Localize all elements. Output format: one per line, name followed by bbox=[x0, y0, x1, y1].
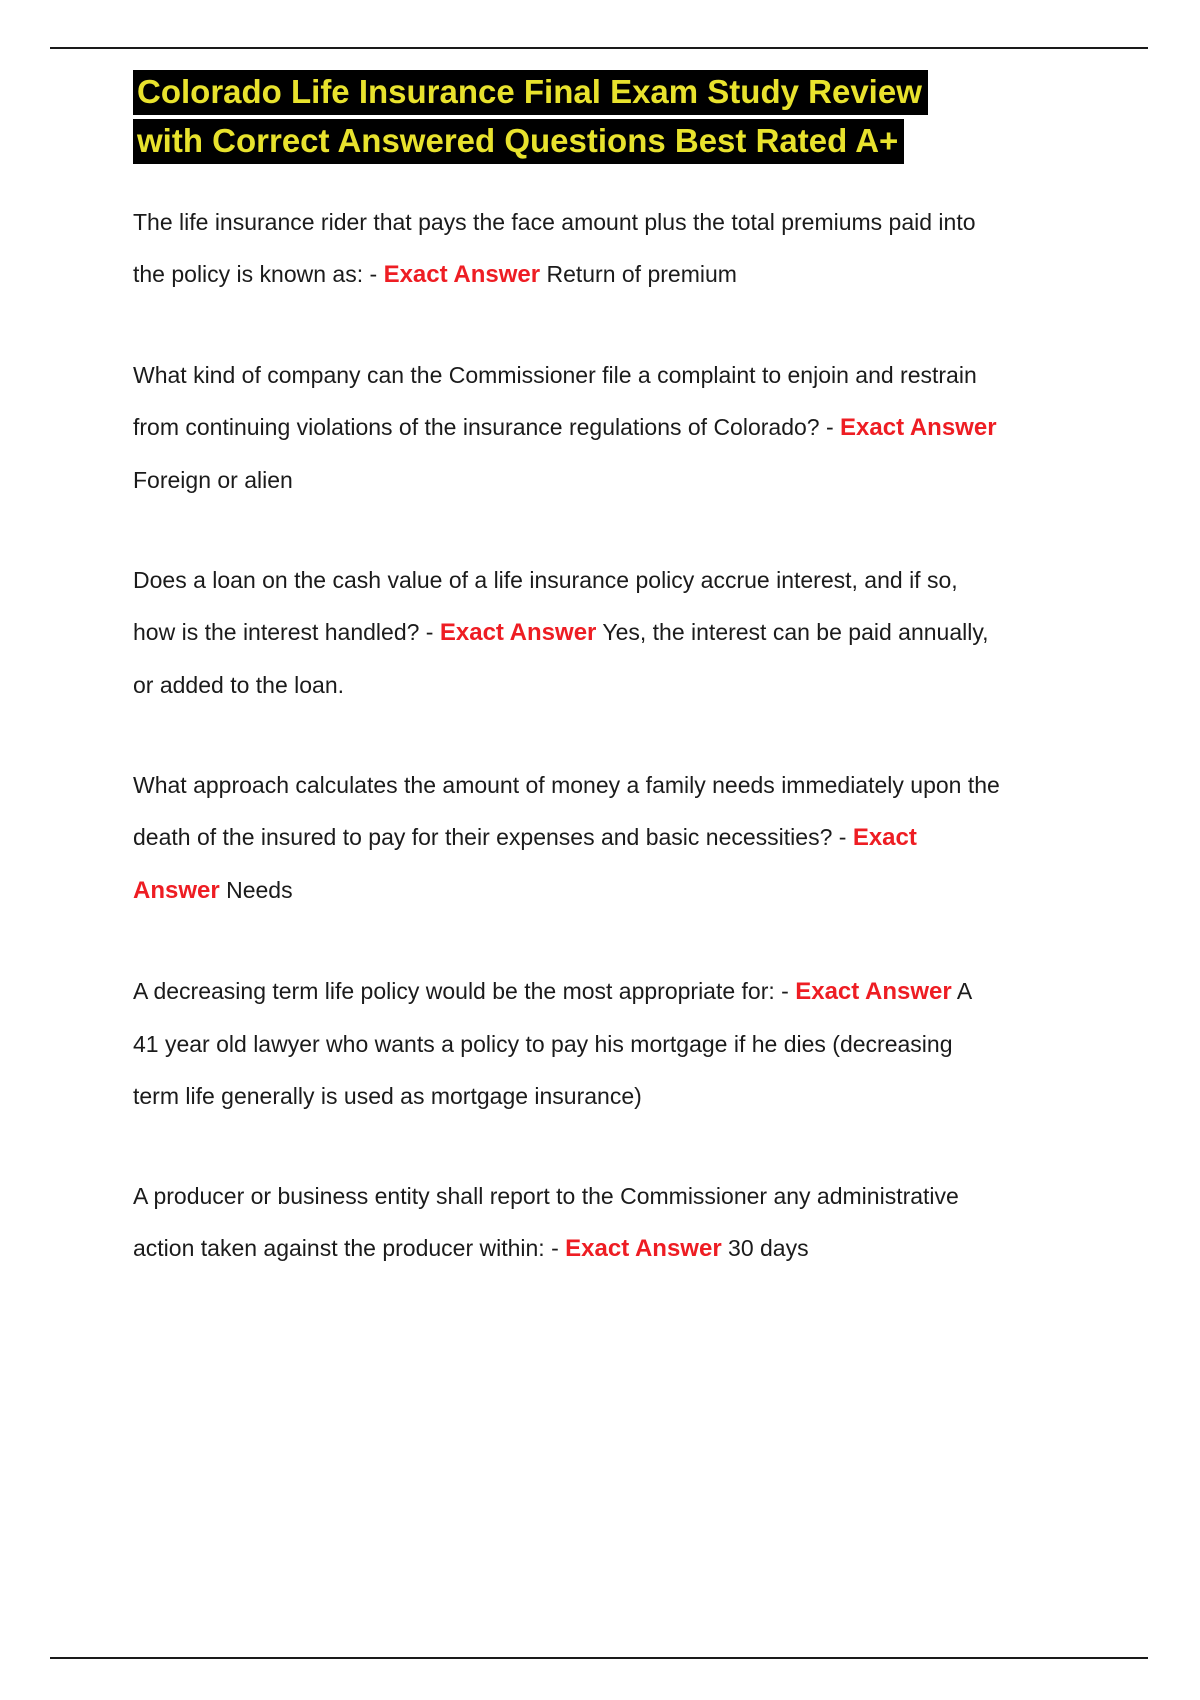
document-title bbox=[133, 68, 978, 166]
top-rule bbox=[50, 47, 1148, 49]
bottom-rule bbox=[50, 1657, 1148, 1659]
question-text: A producer or business entity shall report to the Commissioner any administrative action taken against the producer within: - bbox=[133, 1182, 959, 1261]
answer-text: Needs bbox=[226, 876, 293, 903]
answer-text: Foreign or alien bbox=[133, 466, 293, 493]
question-text: What approach calculates the amount of money a family needs immediately upon the death of the insured to pay for their expenses and basic necessities? - bbox=[133, 771, 1000, 850]
answer-text: Yes, the interest can be paid annually, or added to the loan. bbox=[133, 618, 989, 698]
qa-list bbox=[133, 196, 1001, 1275]
qa-item bbox=[133, 759, 1001, 917]
qa-item bbox=[133, 196, 1001, 301]
question-text: Does a loan on the cash value of a life insurance policy accrue interest, and if so, how is the interest handled? - bbox=[133, 566, 958, 645]
document-content bbox=[133, 68, 1001, 1323]
answer-text: 30 days bbox=[728, 1234, 809, 1261]
qa-item bbox=[133, 554, 1001, 711]
exact-answer-label: Exact Answer bbox=[439, 618, 597, 646]
question-text: What kind of company can the Commissioner file a complaint to enjoin and restrain from continuing violations of the insurance regulations of Colorado? - bbox=[133, 361, 977, 440]
answer-text: A 41 year old lawyer who wants a policy to pay his mortgage if he dies (decreasing term life generally is used as mortgage insurance) bbox=[133, 977, 971, 1109]
qa-item bbox=[133, 349, 1001, 506]
exact-answer-label: Exact Answer bbox=[840, 413, 997, 441]
exact-answer-label: Exact Answer bbox=[795, 977, 952, 1005]
answer-text: Return of premium bbox=[546, 260, 737, 287]
question-text: A decreasing term life policy would be the most appropriate for: - bbox=[133, 977, 789, 1004]
title-line-2: with Correct Answered Questions Best Rated A+ bbox=[133, 119, 904, 164]
title-line-1: Colorado Life Insurance Final Exam Study Review bbox=[133, 70, 928, 115]
exact-answer-label: Exact Answer bbox=[565, 1234, 722, 1262]
exact-answer-label: Exact Answer bbox=[383, 260, 541, 288]
exact-answer-label: Exact Answer bbox=[133, 823, 917, 904]
question-text: The life insurance rider that pays the face amount plus the total premiums paid into the policy is known as: - bbox=[133, 208, 976, 287]
qa-item bbox=[133, 1170, 1001, 1275]
qa-item bbox=[133, 965, 1001, 1122]
